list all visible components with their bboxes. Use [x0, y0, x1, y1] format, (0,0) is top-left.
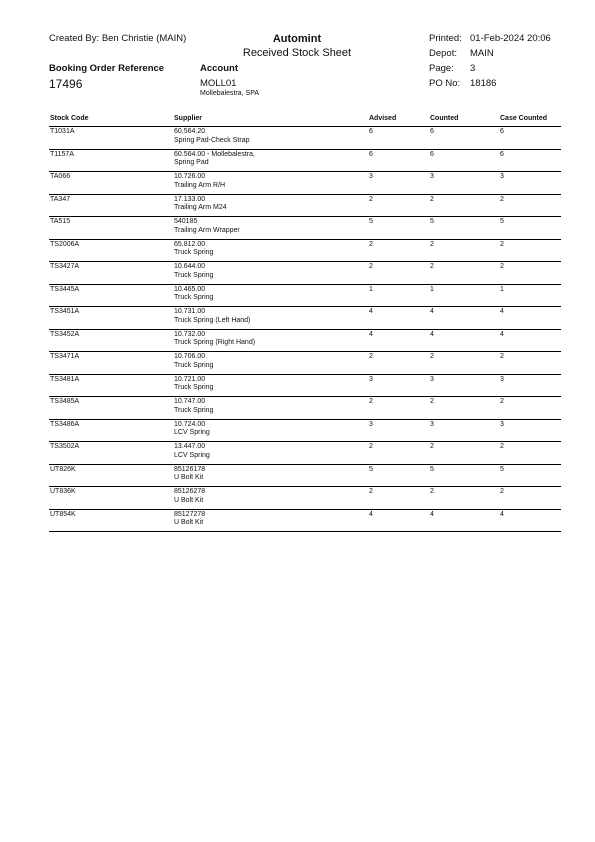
counted-cell: 3 [430, 173, 434, 180]
col-case-counted: Case Counted [500, 115, 548, 122]
stock-code-cell: TS3451A [50, 308, 80, 315]
table-row [49, 217, 561, 240]
advised-cell: 1 [369, 285, 373, 293]
counted-cell: 5 [430, 218, 434, 225]
advised-cell: 5 [369, 218, 373, 225]
depot-value: MAIN [470, 48, 494, 59]
advised-cell: 5 [369, 465, 373, 473]
case-counted-cell: 1 [500, 285, 504, 293]
stock-code-cell: TS3502A [50, 443, 80, 450]
stock-code-cell: TS3452A [50, 330, 80, 338]
supplier-ref: 85127278 [174, 510, 206, 518]
stock-code-cell: UT854K [50, 510, 76, 518]
case-counted-cell: 5 [500, 465, 504, 473]
page-label: Page: [429, 63, 454, 74]
supplier-cell [174, 353, 213, 370]
created-by-value: Ben Christie (MAIN) [101, 33, 187, 44]
case-counted-cell: 4 [500, 330, 504, 338]
case-counted-cell: 5 [500, 218, 504, 225]
supplier-description: Trailing Arm M24 [174, 204, 227, 211]
supplier-cell [174, 128, 249, 145]
depot-label: Depot: [429, 48, 457, 59]
col-counted: Counted [430, 115, 459, 122]
supplier-ref: 60.564.20 [174, 128, 206, 135]
advised-cell: 2 [369, 353, 373, 360]
table-row [49, 172, 561, 195]
created-by [49, 33, 186, 44]
table-row [49, 487, 561, 510]
supplier-cell [174, 421, 210, 438]
advised-cell: 6 [369, 150, 373, 158]
supplier-description: LCV Spring [174, 451, 210, 459]
supplier-ref: 10.465.00 [174, 285, 206, 293]
supplier-ref: 10.724.00 [174, 420, 206, 428]
company-name: Automint [272, 33, 322, 45]
account-name: Mollebalestra, SPA [200, 90, 260, 97]
counted-cell: 2 [430, 488, 434, 495]
table-row [49, 397, 561, 420]
table-row [49, 262, 561, 285]
advised-cell: 2 [369, 398, 373, 405]
advised-cell: 4 [369, 330, 373, 338]
stock-code-cell: TS3485A [50, 398, 80, 405]
supplier-description: Spring Pad [174, 159, 209, 166]
advised-cell: 2 [369, 488, 373, 495]
supplier-ref: 10.747.00 [174, 398, 206, 405]
supplier-cell [174, 241, 213, 258]
stock-code-cell: TA515 [50, 218, 71, 225]
counted-cell: 4 [430, 330, 434, 338]
supplier-cell [174, 263, 213, 280]
case-counted-cell: 2 [500, 263, 504, 270]
case-counted-cell: 6 [500, 128, 504, 135]
counted-cell: 2 [430, 398, 434, 405]
po-value: 18186 [470, 78, 497, 89]
supplier-description: U Bolt Kit [174, 496, 204, 504]
supplier-description: Trailing Arm Wrapper [174, 226, 240, 234]
advised-cell: 2 [369, 263, 373, 270]
advised-cell: 4 [369, 510, 373, 518]
supplier-ref: 10.706.00 [174, 353, 206, 360]
table-row [49, 352, 561, 375]
table-row [49, 307, 561, 330]
case-counted-cell: 2 [500, 443, 504, 450]
supplier-cell [174, 331, 255, 348]
stock-code-cell: TS3427A [50, 263, 80, 270]
supplier-description: Truck Spring [174, 406, 214, 414]
supplier-ref: 13.447.00 [174, 443, 206, 450]
case-counted-cell: 2 [500, 488, 504, 495]
supplier-cell [174, 196, 227, 213]
supplier-description: Truck Spring [174, 384, 214, 391]
advised-cell: 3 [369, 420, 373, 428]
counted-cell: 4 [430, 510, 434, 518]
supplier-ref: 10.721.00 [174, 375, 206, 383]
advised-cell: 2 [369, 195, 373, 203]
supplier-ref: 540185 [174, 218, 198, 225]
supplier-cell [174, 218, 240, 235]
table-row [49, 420, 561, 443]
counted-cell: 2 [430, 443, 434, 450]
table-body [49, 127, 561, 532]
printed-label: Printed: [429, 33, 462, 44]
case-counted-cell: 2 [500, 398, 504, 405]
supplier-ref: 85126278 [174, 488, 206, 495]
advised-cell: 3 [369, 375, 373, 383]
account-code: MOLL01 [200, 78, 237, 89]
supplier-cell [174, 173, 225, 190]
supplier-description: Truck Spring (Left Hand) [174, 316, 251, 324]
advised-cell: 4 [369, 308, 373, 315]
advised-cell: 3 [369, 173, 373, 180]
table-row [49, 442, 561, 465]
counted-cell: 2 [430, 195, 434, 203]
created-by-label: Created By: [49, 33, 100, 44]
counted-cell: 6 [430, 150, 434, 158]
stock-code-cell: T1031A [50, 128, 75, 135]
table-header [49, 114, 561, 127]
supplier-description: LCV Spring [174, 429, 210, 436]
booking-order-value: 17496 [49, 77, 83, 91]
case-counted-cell: 2 [500, 195, 504, 203]
po-label: PO No: [429, 78, 461, 89]
stock-code-cell: TA347 [50, 195, 71, 203]
stock-code-cell: UT836K [50, 488, 76, 495]
table-row [49, 285, 561, 308]
counted-cell: 1 [430, 285, 434, 293]
counted-cell: 2 [430, 353, 434, 360]
supplier-ref: 85126178 [174, 465, 206, 473]
case-counted-cell: 2 [500, 240, 504, 248]
supplier-description: Truck Spring [174, 294, 214, 301]
advised-cell: 2 [369, 240, 373, 248]
supplier-description: U Bolt Kit [174, 519, 204, 526]
table-row [49, 195, 561, 218]
table-row [49, 127, 561, 150]
supplier-ref: 10.732.00 [174, 330, 206, 338]
supplier-cell [174, 398, 213, 415]
advised-cell: 6 [369, 128, 373, 135]
counted-cell: 4 [430, 308, 434, 315]
supplier-ref: 65.812.00 [174, 240, 206, 248]
table-row [49, 150, 561, 173]
table-row [49, 510, 561, 533]
supplier-cell [174, 286, 213, 303]
stock-code-cell: UT826K [50, 465, 76, 473]
table-row [49, 240, 561, 263]
counted-cell: 3 [430, 420, 434, 428]
stock-table [49, 114, 561, 532]
case-counted-cell: 3 [500, 173, 504, 180]
sheet-title: Received Stock Sheet [242, 47, 352, 59]
supplier-ref: 10.731.00 [174, 308, 206, 315]
supplier-cell [174, 376, 213, 393]
account-label: Account [200, 63, 238, 74]
stock-code-cell: TS3486A [50, 420, 80, 428]
page-value: 3 [470, 63, 476, 74]
supplier-ref: 10.644.00 [174, 263, 206, 270]
supplier-cell [174, 511, 205, 528]
supplier-cell [174, 151, 255, 168]
supplier-description: U Bolt Kit [174, 474, 204, 481]
supplier-description: Spring Pad-Check Strap [174, 136, 250, 144]
case-counted-cell: 3 [500, 420, 504, 428]
supplier-description: Trailing Arm R/H [174, 181, 226, 189]
supplier-ref: 60.564.00 - Mollebalestra, [174, 150, 255, 158]
case-counted-cell: 4 [500, 510, 504, 518]
printed-value: 01-Feb-2024 20:06 [470, 33, 551, 44]
supplier-description: Truck Spring [174, 361, 214, 369]
table-row [49, 465, 561, 488]
supplier-cell [174, 488, 205, 505]
case-counted-cell: 2 [500, 353, 504, 360]
counted-cell: 6 [430, 128, 434, 135]
col-stock-code: Stock Code [50, 115, 89, 122]
stock-code-cell: TS3445A [50, 285, 80, 293]
supplier-cell [174, 443, 210, 460]
supplier-description: Truck Spring [174, 249, 214, 256]
advised-cell: 2 [369, 443, 373, 450]
counted-cell: 3 [430, 375, 434, 383]
counted-cell: 2 [430, 263, 434, 270]
stock-code-cell: T1157A [50, 150, 74, 158]
case-counted-cell: 6 [500, 150, 504, 158]
table-row [49, 375, 561, 398]
supplier-ref: 17.133.00 [174, 195, 206, 203]
supplier-description: Truck Spring (Right Hand) [174, 339, 256, 346]
stock-code-cell: TS2006A [50, 240, 80, 248]
table-row [49, 330, 561, 353]
col-supplier: Supplier [174, 115, 203, 122]
stock-code-cell: TS3471A [50, 353, 80, 360]
stock-code-cell: TS3481A [50, 375, 80, 383]
supplier-cell [174, 466, 205, 483]
case-counted-cell: 3 [500, 375, 504, 383]
supplier-description: Truck Spring [174, 271, 214, 279]
stock-code-cell: TA066 [50, 173, 71, 180]
col-advised: Advised [369, 115, 397, 122]
booking-order-label: Booking Order Reference [49, 63, 165, 74]
supplier-ref: 10.726.00 [174, 173, 206, 180]
counted-cell: 5 [430, 465, 434, 473]
counted-cell: 2 [430, 240, 434, 248]
supplier-cell [174, 308, 250, 325]
case-counted-cell: 4 [500, 308, 504, 315]
